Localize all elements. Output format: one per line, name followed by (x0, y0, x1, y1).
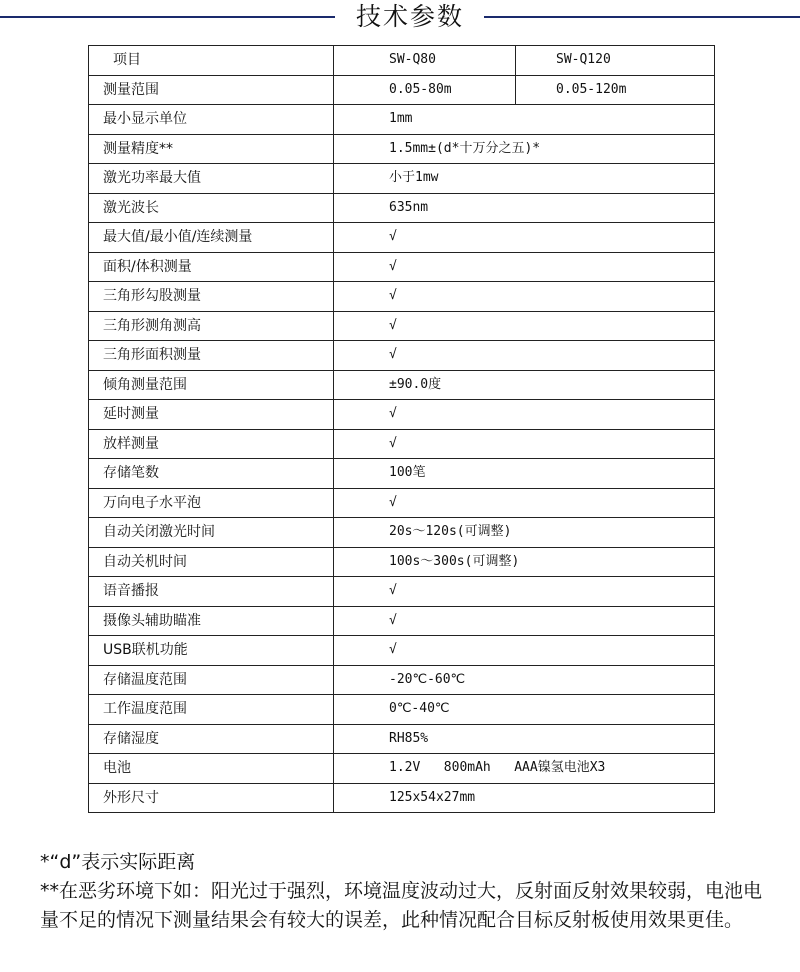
table-row (89, 695, 715, 725)
note-accuracy: **在恶劣环境下如：阳光过于强烈，环境温度波动过大，反射面反射效果较弱，电池电量不足的情况下测量结果会有较大的误差，此种情况配合目标反射板使用效果更佳。 (40, 880, 763, 931)
row-label: 测量范围 (89, 75, 334, 105)
table-row (89, 164, 715, 194)
table-row (89, 488, 715, 518)
table-row (89, 783, 715, 813)
row-label: 三角形勾股测量 (89, 282, 334, 312)
row-value: √ (334, 282, 715, 312)
row-value: √ (334, 311, 715, 341)
table-row (89, 754, 715, 784)
row-value: √ (334, 400, 715, 430)
range-model-b: 0.05-120m (516, 75, 715, 105)
row-value: √ (334, 606, 715, 636)
row-value: 1.5mm±(d*十万分之五)* (334, 134, 715, 164)
header-item-label: 项目 (89, 46, 334, 76)
table-row (89, 429, 715, 459)
row-value: 125x54x27mm (334, 783, 715, 813)
row-label: 存储笔数 (89, 459, 334, 489)
row-label: 自动关机时间 (89, 547, 334, 577)
row-label: 摄像头辅助瞄准 (89, 606, 334, 636)
title-bar (0, 0, 800, 34)
row-value: √ (334, 488, 715, 518)
row-value: √ (334, 429, 715, 459)
row-label: 测量精度** (89, 134, 334, 164)
row-value: √ (334, 341, 715, 371)
page-title: 技术参数 (355, 2, 464, 31)
row-label: 面积/体积测量 (89, 252, 334, 282)
table-row (89, 193, 715, 223)
row-label: 最小显示单位 (89, 105, 334, 135)
table-row (89, 370, 715, 400)
note-distance: *“d”表示实际距离 (40, 851, 196, 873)
row-label: 三角形面积测量 (89, 341, 334, 371)
table-row (89, 223, 715, 253)
table-row (89, 341, 715, 371)
title-rule-left (0, 16, 335, 18)
row-value: √ (334, 636, 715, 666)
table-row (89, 252, 715, 282)
row-value: 20s～120s(可调整) (334, 518, 715, 548)
table-row (89, 547, 715, 577)
row-label: 三角形测角测高 (89, 311, 334, 341)
row-value: 1mm (334, 105, 715, 135)
table-row (89, 636, 715, 666)
table-row (89, 282, 715, 312)
row-label: 存储温度范围 (89, 665, 334, 695)
header-model-b: SW-Q120 (516, 46, 715, 76)
table-row (89, 665, 715, 695)
row-label: 放样测量 (89, 429, 334, 459)
spec-table (88, 45, 715, 813)
row-value: √ (334, 223, 715, 253)
row-label: 存储湿度 (89, 724, 334, 754)
row-value: 100笔 (334, 459, 715, 489)
table-row (89, 311, 715, 341)
header-model-a: SW-Q80 (334, 46, 516, 76)
row-value: 0℃-40℃ (334, 695, 715, 725)
row-label: 激光功率最大值 (89, 164, 334, 194)
table-row (89, 577, 715, 607)
row-label: 延时测量 (89, 400, 334, 430)
row-value: 635nm (334, 193, 715, 223)
row-value: ±90.0度 (334, 370, 715, 400)
table-header-row (89, 46, 715, 76)
table-row (89, 459, 715, 489)
row-label: 语音播报 (89, 577, 334, 607)
row-value: RH85% (334, 724, 715, 754)
table-row (89, 400, 715, 430)
row-label: 激光波长 (89, 193, 334, 223)
row-value: 小于1mw (334, 164, 715, 194)
table-row-range (89, 75, 715, 105)
row-value: 1.2V 800mAh AAA镍氢电池X3 (334, 754, 715, 784)
row-label: 工作温度范围 (89, 695, 334, 725)
row-label: USB联机功能 (89, 636, 334, 666)
row-label: 最大值/最小值/连续测量 (89, 223, 334, 253)
table-row (89, 105, 715, 135)
row-value: -20℃-60℃ (334, 665, 715, 695)
row-value: √ (334, 252, 715, 282)
notes (40, 848, 770, 935)
row-label: 外形尺寸 (89, 783, 334, 813)
row-label: 自动关闭激光时间 (89, 518, 334, 548)
row-label: 电池 (89, 754, 334, 784)
row-label: 倾角测量范围 (89, 370, 334, 400)
table-row (89, 518, 715, 548)
title-rule-right (484, 16, 800, 18)
row-value: √ (334, 577, 715, 607)
table-row (89, 134, 715, 164)
table-row (89, 724, 715, 754)
table-row (89, 606, 715, 636)
row-label: 万向电子水平泡 (89, 488, 334, 518)
range-model-a: 0.05-80m (334, 75, 516, 105)
row-value: 100s～300s(可调整) (334, 547, 715, 577)
